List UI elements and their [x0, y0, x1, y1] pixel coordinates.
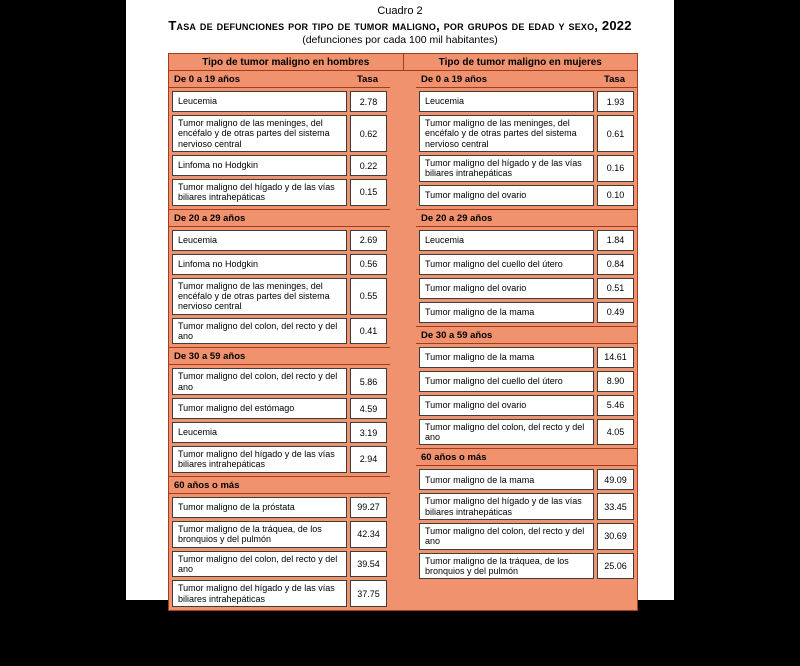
tumor-name-cell: Tumor maligno del ovario — [419, 278, 594, 299]
age-band — [169, 209, 390, 227]
source-text: EDR — [237, 643, 254, 653]
tumor-name-cell: Tumor maligno del estómago — [172, 398, 347, 419]
tumor-name-cell: Tumor maligno del colon, del recto y del ano — [172, 551, 347, 578]
tumor-name-cell: Tumor maligno del ovario — [419, 395, 594, 416]
men-column-header: Tipo de tumor maligno en hombres — [202, 57, 370, 68]
page-title: Tasa de defunciones por tipo de tumor maligno, por grupos de edad y sexo, 2022 — [168, 18, 632, 33]
tumor-name-cell: Tumor maligno de las meninges, del encéfalo y de otras partes del sistema nervioso central — [419, 115, 594, 152]
age-band-label: De 0 a 19 años — [421, 74, 488, 85]
age-band — [169, 476, 390, 494]
table-number: Cuadro 2 — [377, 5, 423, 17]
table-row — [419, 230, 634, 251]
tumor-name-cell: Tumor maligno de las meninges, del encéfalo y de otras partes del sistema nervioso central — [172, 278, 347, 315]
rows-container — [169, 365, 390, 475]
tumor-name-cell: Tumor maligno del ovario — [419, 185, 594, 206]
tumor-name-cell: Tumor maligno del colon, del recto y del ano — [419, 523, 594, 550]
rate-value-cell: 4.05 — [597, 419, 634, 446]
notes-section — [168, 619, 640, 666]
table-row — [419, 347, 634, 368]
women-column-header: Tipo de tumor maligno en mujeres — [403, 54, 638, 70]
table-row — [172, 254, 387, 275]
source-text: . — [383, 642, 391, 653]
column-divider — [390, 71, 416, 610]
tumor-name-cell: Linfoma no Hodgkin — [172, 254, 347, 275]
tumor-name-cell: Leucemia — [172, 91, 347, 112]
age-band — [416, 448, 637, 466]
tumor-name-cell: Tumor maligno de las meninges, del encéfalo y de otras partes del sistema nervioso central — [172, 115, 347, 152]
rate-value-cell: 42.34 — [350, 521, 387, 548]
tumor-name-cell: Leucemia — [419, 230, 594, 251]
rate-value-cell: 2.69 — [350, 230, 387, 251]
rate-value-cell: 25.06 — [597, 553, 634, 580]
table-row — [419, 278, 634, 299]
age-band-label: De 20 a 29 años — [174, 212, 246, 224]
age-section — [416, 209, 637, 326]
nota-text: Comprende el total de registros con códigos de causa básica de tumores malignos (027 a 046) según la Lista especial de tabulación para la mortalidad, adoptada por la Asamblea Mundial de la Salud en 1990. — [210, 618, 640, 641]
tumor-name-cell: Tumor maligno del hígado y de las vías biliares intrahepáticas — [419, 493, 594, 520]
table-row — [419, 553, 634, 580]
rows-container — [169, 494, 390, 610]
rate-value-cell: 1.93 — [597, 91, 634, 112]
fuentes-label: Fuentes: — [168, 642, 204, 653]
table-row — [172, 230, 387, 251]
table-row — [172, 422, 387, 443]
rate-value-cell: 2.94 — [350, 446, 387, 473]
women-table-column — [416, 71, 637, 610]
rate-value-cell: 0.49 — [597, 302, 634, 323]
fuentes-row — [168, 642, 640, 665]
age-band-label: De 0 a 19 años — [174, 74, 241, 85]
rate-value-cell: 8.90 — [597, 371, 634, 392]
table-row — [419, 185, 634, 206]
tumor-death-rates-table — [168, 53, 638, 611]
rate-value-cell: 0.84 — [597, 254, 634, 275]
age-band — [169, 347, 390, 365]
tasa-column-label: Tasa — [357, 74, 378, 85]
table-row — [172, 521, 387, 548]
age-section — [416, 448, 637, 582]
tumor-name-cell: Tumor maligno del cuello del útero — [419, 254, 594, 275]
tumor-name-cell: Tumor maligno de la próstata — [172, 497, 347, 518]
rate-value-cell: 49.09 — [597, 469, 634, 490]
table-header-row — [169, 54, 637, 71]
tumor-name-cell: Tumor maligno del colon, del recto y del ano — [419, 419, 594, 446]
table-row — [419, 302, 634, 323]
rate-value-cell: 37.75 — [350, 580, 387, 607]
age-band-label: De 20 a 29 años — [421, 212, 493, 224]
table-row — [172, 398, 387, 419]
tumor-name-cell: Tumor maligno de la mama — [419, 347, 594, 368]
table-body — [169, 71, 637, 610]
rows-container — [416, 227, 637, 326]
nota-label: Nota: — [168, 618, 190, 629]
rate-value-cell: 0.41 — [350, 318, 387, 345]
age-band — [416, 209, 637, 227]
fuentes-text — [210, 642, 640, 665]
table-row — [419, 395, 634, 416]
rate-value-cell: 99.27 — [350, 497, 387, 518]
rate-value-cell: 30.69 — [597, 523, 634, 550]
rows-container — [169, 227, 390, 348]
rate-value-cell: 0.22 — [350, 155, 387, 176]
rate-value-cell: 0.51 — [597, 278, 634, 299]
tasa-column-label: Tasa — [604, 74, 625, 85]
table-row — [172, 278, 387, 315]
rate-value-cell: 0.62 — [350, 115, 387, 152]
table-row — [419, 254, 634, 275]
rate-value-cell: 33.45 — [597, 493, 634, 520]
age-section — [416, 71, 637, 209]
men-table-column — [169, 71, 390, 610]
age-section — [169, 347, 390, 475]
tumor-name-cell: Tumor maligno del hígado y de las vías biliares intrahepáticas — [172, 446, 347, 473]
table-row — [172, 115, 387, 152]
rate-value-cell: 0.61 — [597, 115, 634, 152]
source-publication-title: Proyecciones de la población de México y de las entidades federativas 2020 a 2070. — [210, 642, 640, 664]
tumor-name-cell: Tumor maligno del hígado y de las vías biliares intrahepáticas — [419, 155, 594, 182]
rate-value-cell: 1.84 — [597, 230, 634, 251]
nota-row — [168, 619, 640, 642]
rate-value-cell: 5.46 — [597, 395, 634, 416]
tumor-name-cell: Linfoma no Hodgkin — [172, 155, 347, 176]
rate-value-cell: 0.55 — [350, 278, 387, 315]
age-band — [416, 71, 637, 88]
title-block — [126, 0, 674, 46]
rate-value-cell: 3.19 — [350, 422, 387, 443]
table-row — [172, 497, 387, 518]
rate-value-cell: 2.78 — [350, 91, 387, 112]
table-row — [172, 179, 387, 206]
table-row — [419, 493, 634, 520]
rate-value-cell: 5.86 — [350, 368, 387, 395]
rows-container — [169, 88, 390, 209]
table-row — [419, 91, 634, 112]
age-band-label: 60 años o más — [421, 452, 487, 464]
tumor-name-cell: Tumor maligno del hígado y de las vías biliares intrahepáticas — [172, 179, 347, 206]
tumor-name-cell: Leucemia — [419, 91, 594, 112]
table-row — [172, 446, 387, 473]
tumor-name-cell: Tumor maligno del hígado y de las vías biliares intrahepáticas — [172, 580, 347, 607]
table-row — [419, 419, 634, 446]
table-row — [172, 368, 387, 395]
source-text: 2022. Base de datos. — [253, 642, 352, 653]
page-subtitle: (defunciones por cada 100 mil habitantes) — [302, 34, 498, 46]
age-section — [169, 209, 390, 348]
tumor-name-cell: Leucemia — [172, 422, 347, 443]
tumor-name-cell: Tumor maligno de la mama — [419, 302, 594, 323]
table-row — [419, 155, 634, 182]
rate-value-cell: 0.56 — [350, 254, 387, 275]
age-band — [416, 326, 637, 344]
table-row — [419, 523, 634, 550]
age-band-label: De 30 a 59 años — [174, 351, 246, 363]
table-row — [419, 371, 634, 392]
age-section — [416, 326, 637, 449]
table-row — [172, 551, 387, 578]
age-band — [169, 71, 390, 88]
table-row — [172, 318, 387, 345]
table-row — [172, 580, 387, 607]
table-row — [172, 155, 387, 176]
tumor-name-cell: Tumor maligno del colon, del recto y del ano — [172, 318, 347, 345]
tumor-name-cell: Tumor maligno del cuello del útero — [419, 371, 594, 392]
rows-container — [416, 466, 637, 582]
age-band-label: 60 años o más — [174, 479, 240, 491]
rate-value-cell: 0.16 — [597, 155, 634, 182]
rate-value-cell: 0.15 — [350, 179, 387, 206]
age-section — [169, 71, 390, 209]
table-row — [419, 469, 634, 490]
rate-value-cell: 0.10 — [597, 185, 634, 206]
tumor-name-cell: Tumor maligno de la tráquea, de los bronquios y del pulmón — [172, 521, 347, 548]
rate-value-cell: 39.54 — [350, 551, 387, 578]
tumor-name-cell: Tumor maligno de la tráquea, de los bronquios y del pulmón — [419, 553, 594, 580]
age-band-label: De 30 a 59 años — [421, 329, 493, 341]
rows-container — [416, 344, 637, 449]
source-text: . — [230, 642, 238, 653]
document-page — [126, 0, 674, 664]
age-section — [169, 476, 390, 610]
table-row — [172, 91, 387, 112]
rate-value-cell: 4.59 — [350, 398, 387, 419]
table-row — [419, 115, 634, 152]
source-text: INEGI — [210, 643, 231, 653]
tumor-name-cell: Leucemia — [172, 230, 347, 251]
rows-container — [416, 88, 637, 209]
tumor-name-cell: Tumor maligno del colon, del recto y del ano — [172, 368, 347, 395]
source-text: CONAPO — [351, 643, 384, 653]
tumor-name-cell: Tumor maligno de la mama — [419, 469, 594, 490]
rate-value-cell: 14.61 — [597, 347, 634, 368]
